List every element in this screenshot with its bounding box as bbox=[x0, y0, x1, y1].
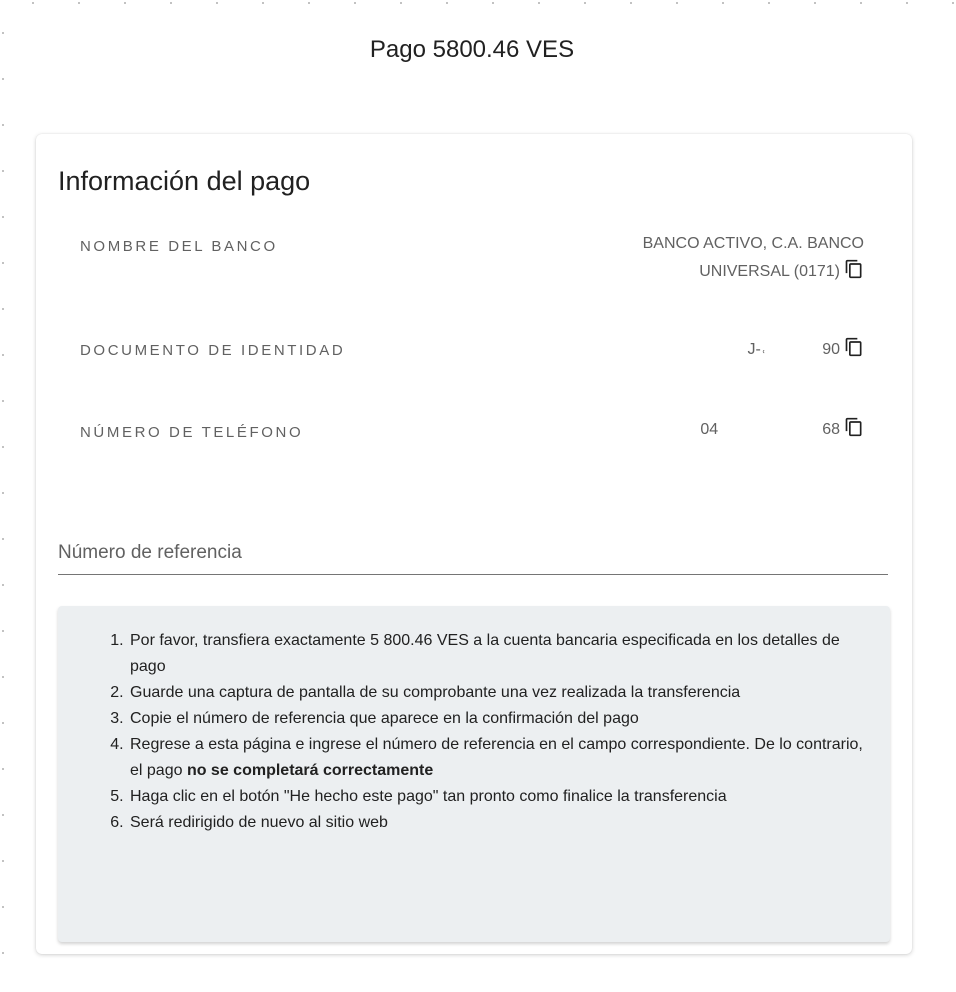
bank-name-row bbox=[80, 230, 864, 294]
dotted-border-left bbox=[0, 0, 6, 992]
bank-name-line1: BANCO ACTIVO, C.A. BANCO bbox=[642, 235, 864, 252]
reference-number-input[interactable] bbox=[58, 534, 888, 572]
payment-info-card bbox=[36, 134, 912, 954]
instructions-list bbox=[58, 606, 890, 836]
document-id-value bbox=[748, 336, 864, 364]
bank-name-value bbox=[643, 230, 864, 286]
document-id-label: DOCUMENTO DE IDENTIDAD bbox=[80, 342, 346, 359]
copy-icon[interactable] bbox=[844, 417, 864, 437]
instruction-item: 3. Copie el número de referencia que aparece en la confirmación del pago bbox=[128, 706, 870, 732]
copy-icon[interactable] bbox=[844, 337, 864, 357]
bank-name-line2-wrap bbox=[643, 258, 864, 286]
document-id-row bbox=[80, 336, 864, 366]
phone-value bbox=[700, 416, 864, 444]
phone-end: 68 bbox=[822, 421, 840, 438]
instruction-item: 5. Haga clic en el botón "He hecho este pago" tan pronto como finalice la transferencia bbox=[128, 784, 870, 810]
phone-label: NÚMERO DE TELÉFONO bbox=[80, 424, 304, 441]
bank-name-label: NOMBRE DEL BANCO bbox=[80, 238, 278, 255]
page-title: Pago 5800.46 VES bbox=[369, 36, 575, 63]
instruction-item bbox=[128, 732, 870, 784]
dotted-border-top bbox=[0, 0, 956, 6]
instruction-item: 1. Por favor, transfiera exactamente 5 800.46 VES a la cuenta bancaria especificada en los detalles de pago bbox=[128, 628, 870, 680]
phone-start: 04 bbox=[700, 421, 719, 438]
instruction-item: 2. Guarde una captura de pantalla de su comprobante una vez realizada la transferencia bbox=[128, 680, 870, 706]
reference-number-field bbox=[58, 534, 888, 575]
instruction-item-4-text: Regrese a esta página e ingrese el número de referencia en el campo correspondiente. De lo contrario, el pago bbox=[130, 736, 863, 779]
instructions-panel bbox=[58, 606, 890, 942]
bank-name-line2: UNIVERSAL (0171) bbox=[699, 263, 840, 280]
phone-row bbox=[80, 416, 864, 446]
instruction-item: 6. Será redirigido de nuevo al sitio web bbox=[128, 810, 870, 836]
document-id-start: J-˓ bbox=[747, 341, 767, 358]
document-id-end: 90 bbox=[822, 341, 840, 358]
instruction-item-4-bold: no se completará correctamente bbox=[186, 762, 434, 779]
copy-icon[interactable] bbox=[844, 259, 864, 279]
card-title: Información del pago bbox=[58, 166, 311, 196]
